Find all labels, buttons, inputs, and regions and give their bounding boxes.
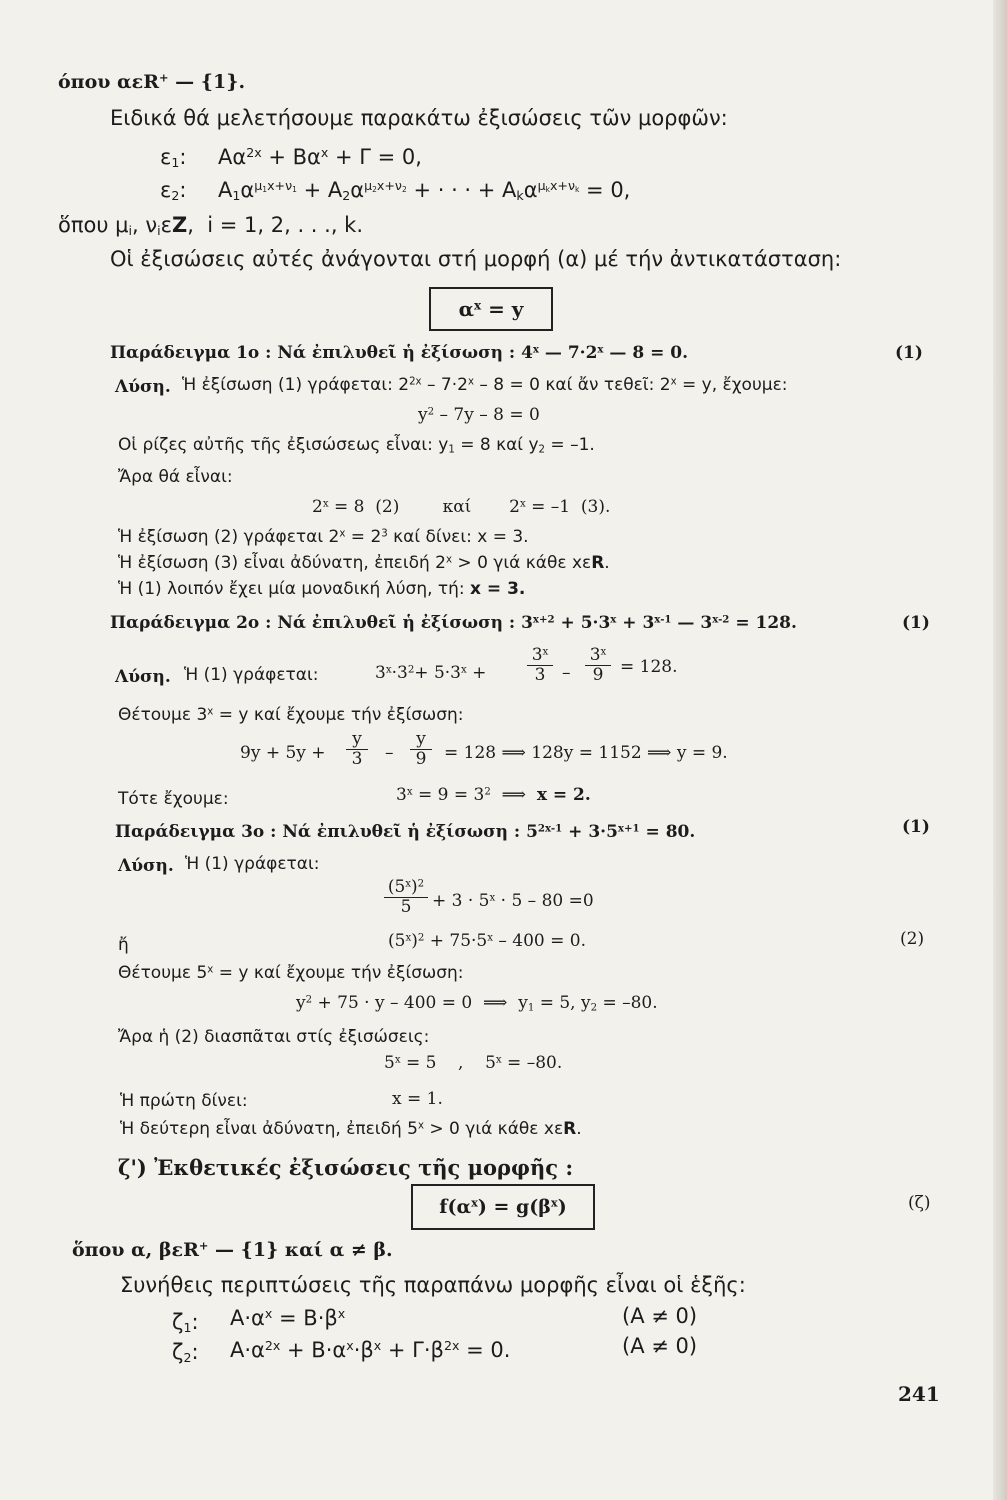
example2-eq-rhs: = 128 ⟹ 128y = 1152 ⟹ y = 9. — [444, 743, 728, 763]
example3-line2-ref: (2) — [900, 929, 925, 949]
section-zeta-heading: ζ') Ἐκθετικές ἐξισώσεις τῆς μορφῆς : — [118, 1155, 574, 1180]
intro-special-study: Ειδικά θά μελετήσουμε παρακάτω ἐξισώσεις τῶν μορφῶν: — [110, 106, 728, 130]
example3-ref: (1) — [902, 817, 930, 837]
eq2-label: $\varepsilon_2$: — [160, 178, 187, 204]
page-number: 241 — [898, 1382, 940, 1406]
example3-title: Παράδειγμα 3ο : Νά ἐπιλυθεῖ ἡ ἐξίσωση : $5^{2x-1} + 3\cdot 5^{x+1} = 80$. — [115, 822, 696, 842]
zeta1-label: $\zeta_1$: — [172, 1310, 199, 1336]
example3-split-text: Ἄρα ἡ (2) διασπᾶται στίς ἐξισώσεις: — [118, 1027, 430, 1047]
example2-fraction-1: $\frac{3^x}{3}$ — [527, 646, 553, 685]
example1-quadratic: $y^2 - 7y - 8 = 0$ — [418, 405, 540, 425]
example2-title: Παράδειγμα 2ο : Νά ἐπιλυθεῖ ἡ ἐξίσωση : $3^{x+2} + 5\cdot 3^x + 3^{x-1}$ — $3^{x-2} = 128$. — [110, 613, 797, 633]
substitution-box: $\alpha^x = y$ — [429, 287, 553, 331]
zeta2-equation: $A\cdot\alpha^{2x} + B\cdot\alpha^x\cdot\beta^x + \Gamma\cdot\beta^{2x} = 0$. — [230, 1338, 511, 1362]
example2-then-eq: $3^x = 9 = 3^2$ ⟹ x = 2. — [396, 785, 591, 805]
section-zeta-box: $f(\alpha^x) = g(\beta^x)$ — [411, 1184, 595, 1230]
example3-set-text: Θέτουμε $5^x = y$ καί ἔχουμε τήν ἐξίσωση: — [118, 963, 464, 983]
section-zeta-common-cases: Συνήθεις περιπτώσεις τῆς παραπάνω μορφῆς εἶναι οἱ ἑξῆς: — [120, 1273, 746, 1297]
example2-eq-lhs: 9y + 5y + — [240, 743, 326, 763]
example2-set-text: Θέτουμε $3^x = y$ καί ἔχουμε τήν ἐξίσωση: — [118, 705, 464, 725]
section-zeta-where-line: ὅπου α, βεR+ — {1} καί α ≠ β. — [72, 1238, 393, 1261]
example2-fraction-2: $\frac{3^x}{9}$ — [585, 646, 611, 685]
example1-solution-text: Ἡ ἐξίσωση (1) γράφεται: $2^{2x} - 7\cdot 2^x - 8 = 0$ καί ἄν τεθεῖ: $2^x = y$, ἔχουμε: — [182, 375, 788, 395]
intro-where-line: όπου αεR+ — {1}. — [58, 70, 246, 93]
example1-solution-label: Λύση. — [115, 377, 171, 397]
example2-fraction-y9: $\frac{y}{9}$ — [410, 730, 432, 769]
zeta1-equation: $A\cdot\alpha^x = B\cdot\beta^x$ — [230, 1306, 346, 1330]
example2-lhs: $3^x\cdot 3^2+ 5\cdot 3^x$ + — [375, 663, 487, 683]
eq1: $A\alpha^{2x} + B\alpha^x + \Gamma = 0$, — [218, 145, 422, 169]
example2-then-label: Τότε ἔχουμε: — [118, 789, 229, 809]
example3-solution-label: Λύση. — [118, 856, 174, 876]
example1-therefore: Ἄρα θά εἶναι: — [118, 467, 233, 487]
example3-second-text: Ἡ δεύτερη εἶναι ἀδύνατη, ἐπειδή $5^x > 0$ γιά κάθε xεR. — [120, 1119, 582, 1139]
reduce-text: Οἱ ἐξισώσεις αὐτές ἀνάγονται στή μορφή (α) μέ τήν ἀντικατάσταση: — [110, 247, 842, 271]
example2-solution-label: Λύση. — [115, 667, 171, 687]
example3-line1-rest: + $3 \cdot 5^x \cdot 5 - 80 =0$ — [432, 891, 594, 911]
example3-split-eqs: $5^x = 5$ , $5^x = -80$. — [384, 1053, 563, 1073]
example2-rhs: = 128. — [620, 657, 678, 677]
eq2-where: ὅπου $\mu_i$, $\nu_i\varepsilon Z$, i = 1, 2, . . ., k. — [58, 213, 364, 239]
example3-quadratic: $y^2 + 75 \cdot y - 400 = 0$ ⟹ $y_1 = 5$, $y_2 = -80$. — [296, 993, 658, 1014]
example3-line2: $(5^x)^2 + 75\cdot 5^x - 400 = 0$. — [388, 931, 587, 951]
example1-eq3-note: Ἡ ἐξίσωση (3) εἶναι ἀδύνατη, ἐπειδή $2^x > 0$ γιά κάθε xεR. — [118, 553, 610, 573]
example1-ref: (1) — [895, 343, 923, 363]
page-edge-shadow — [993, 0, 1007, 1500]
section-zeta-box-ref: (ζ) — [908, 1193, 931, 1213]
example1-title: Παράδειγμα 1ο : Νά ἐπιλυθεῖ ἡ ἐξίσωση : 4$^x$ — $7\cdot 2^x$ — 8 = 0. — [110, 343, 688, 363]
example3-fraction: $\frac{(5^x)^2}{5}$ — [384, 878, 428, 917]
example2-minus: – — [562, 663, 571, 683]
example2-solution-text: Ἡ (1) γράφεται: — [184, 665, 319, 685]
example3-first-label: Ἡ πρώτη δίνει: — [120, 1091, 248, 1111]
example3-or-label: ἤ — [118, 935, 129, 955]
zeta1-condition: (Α ≠ 0) — [622, 1304, 698, 1328]
example3-solution-text: Ἡ (1) γράφεται: — [185, 854, 320, 874]
example2-eq-minus: – — [385, 743, 394, 763]
example1-conclusion: Ἡ (1) λοιπόν ἔχει μία μοναδική λύση, τή: x = 3. — [118, 579, 526, 599]
example1-roots: Οἱ ρίζες αὐτῆς τῆς ἐξισώσεως εἶναι: $y_1 = 8$ καί $y_2 = -1$. — [118, 435, 595, 456]
zeta2-label: $\zeta_2$: — [172, 1340, 199, 1366]
eq1-label: $\varepsilon_1$: — [160, 145, 187, 171]
example2-fraction-y3: $\frac{y}{3}$ — [346, 730, 368, 769]
example1-cases: $2^x = 8$ (2) καί $2^x = -1$ (3). — [312, 497, 611, 517]
eq2: $A_1\alpha^{\mu_1x+\nu_1} + A_2\alpha^{\mu_2x+\nu_2}$ + · · · + $A_k\alpha^{\mu_kx+\nu_k} = 0$, — [218, 178, 631, 204]
zeta2-condition: (Α ≠ 0) — [622, 1334, 698, 1358]
example1-eq2-note: Ἡ ἐξίσωση (2) γράφεται $2^x = 2^3$ καί δίνει: x = 3. — [118, 527, 529, 547]
example2-ref: (1) — [902, 613, 930, 633]
example3-first-result: x = 1. — [392, 1089, 443, 1109]
